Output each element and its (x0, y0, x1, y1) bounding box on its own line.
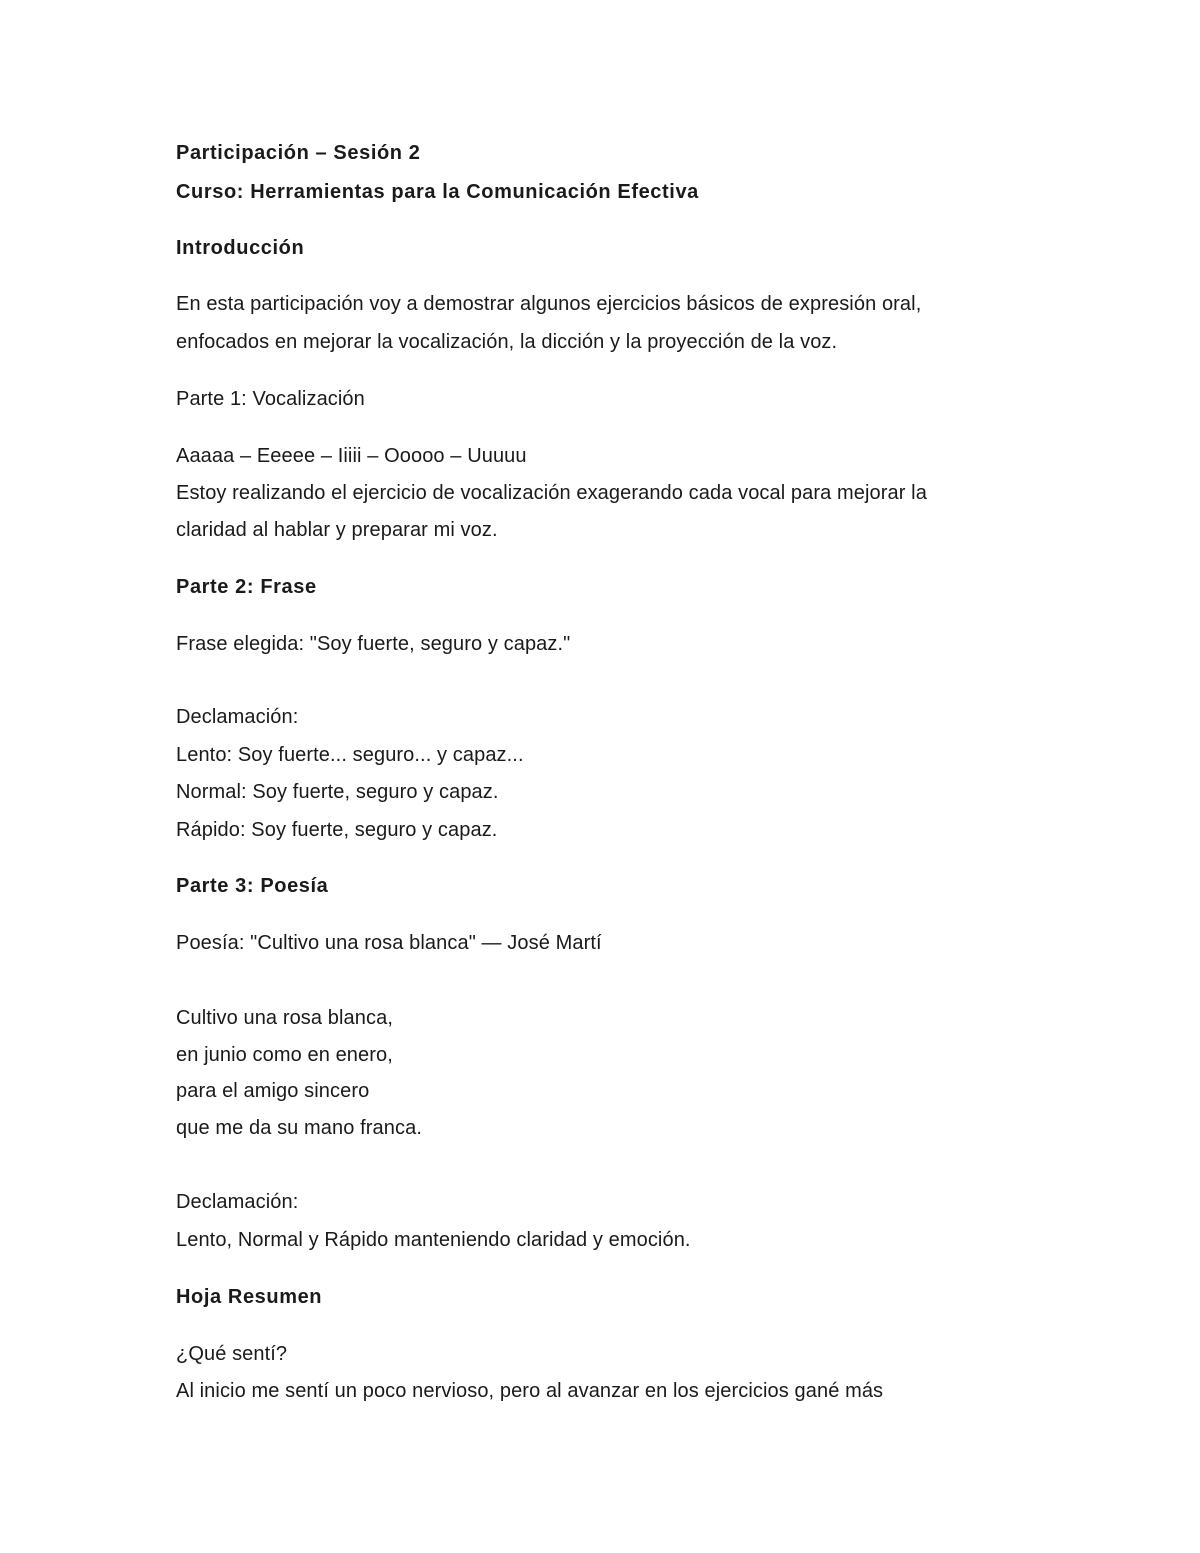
summary-heading: Hoja Resumen (176, 1286, 323, 1308)
vowels-line: Aaaaa – Eeeee – Iiiii – Ooooo – Uuuuu (176, 445, 527, 467)
part2-heading: Parte 2: Frase (176, 576, 317, 598)
poem-title: Poesía: "Cultivo una rosa blanca" — José Martí (176, 932, 602, 954)
part3-declamation-text: Lento, Normal y Rápido manteniendo claridad y emoción. (176, 1229, 691, 1251)
intro-line: enfocados en mejorar la vocalización, la dicción y la proyección de la voz. (176, 331, 838, 353)
poem-verse: Cultivo una rosa blanca, (176, 1007, 393, 1029)
poem-verse: en junio como en enero, (176, 1044, 393, 1066)
chosen-phrase: Frase elegida: "Soy fuerte, seguro y capaz." (176, 633, 571, 655)
poem-verse: que me da su mano franca. (176, 1117, 422, 1139)
summary-answer: Al inicio me sentí un poco nervioso, pero al avanzar en los ejercicios gané más (176, 1380, 884, 1402)
document-title: Participación – Sesión 2 (176, 142, 421, 164)
part3-declamation-label: Declamación: (176, 1191, 299, 1213)
intro-line: En esta participación voy a demostrar algunos ejercicios básicos de expresión oral, (176, 293, 922, 315)
summary-question: ¿Qué sentí? (176, 1343, 288, 1365)
part3-heading: Parte 3: Poesía (176, 875, 329, 897)
course-name: Curso: Herramientas para la Comunicación Efectiva (176, 181, 699, 203)
part1-heading: Parte 1: Vocalización (176, 388, 365, 410)
part1-line: claridad al hablar y preparar mi voz. (176, 519, 498, 541)
declamation-line-slow: Lento: Soy fuerte... seguro... y capaz... (176, 744, 524, 766)
document-page (176, 0, 1056, 1553)
intro-heading: Introducción (176, 237, 305, 259)
declamation-line-fast: Rápido: Soy fuerte, seguro y capaz. (176, 819, 498, 841)
part1-line: Estoy realizando el ejercicio de vocalización exagerando cada vocal para mejorar la (176, 482, 927, 504)
declamation-line-normal: Normal: Soy fuerte, seguro y capaz. (176, 781, 499, 803)
part2-declamation-label: Declamación: (176, 706, 299, 728)
poem-verse: para el amigo sincero (176, 1080, 370, 1102)
